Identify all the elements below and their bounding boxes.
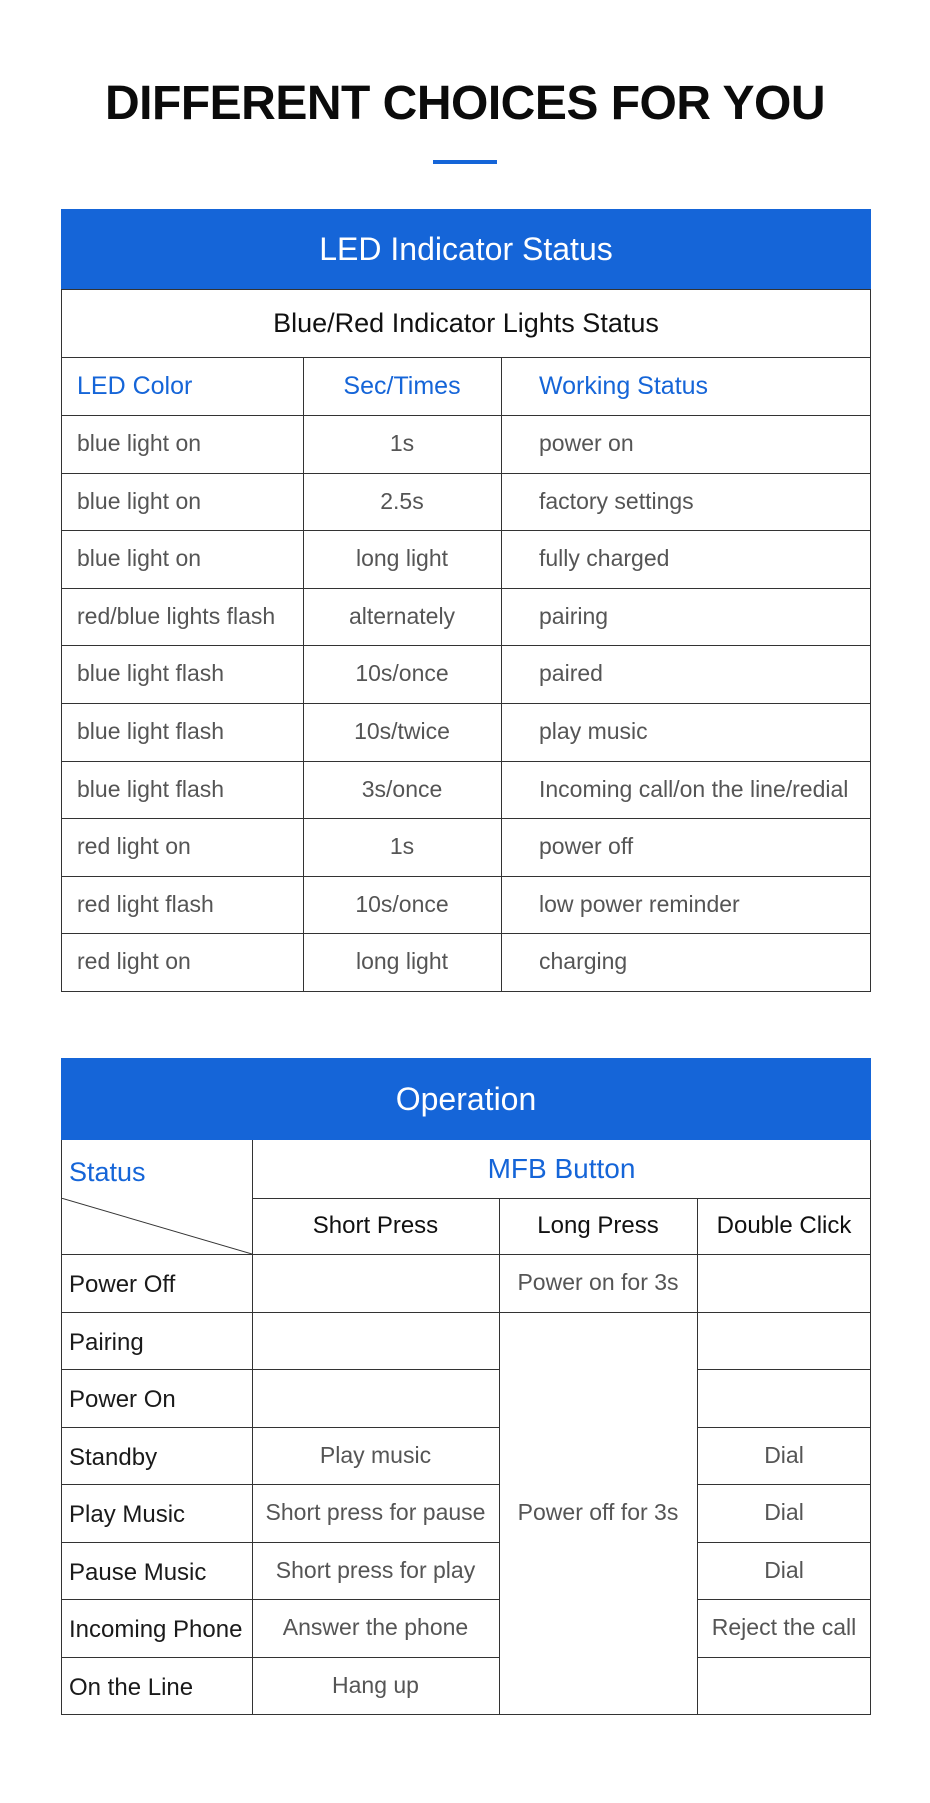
double-click-cell [697,1369,871,1427]
led-table-cell: 1s [389,833,415,860]
grid-line [61,876,871,877]
grid-line [61,1542,499,1543]
grid-line [697,1484,871,1485]
grid-line [61,415,871,416]
double-click-cell: Dial [764,1441,804,1468]
led-table-cell: 3s/once [361,775,443,802]
led-table-cell: fully charged [539,545,670,572]
led-table-cell: alternately [348,602,456,629]
led-table-cell: factory settings [539,487,694,514]
short-press-cell: Play music [319,1441,432,1468]
led-table-cell: long light [355,948,449,975]
grid-line [61,761,871,762]
led-table-title: LED Indicator Status [61,209,871,289]
grid-line [61,818,871,819]
led-table-cell: blue light flash [77,660,225,687]
status-cell: On the Line [69,1673,194,1701]
grid-line [61,1369,499,1370]
double-click-cell: Reject the call [711,1614,857,1640]
grid-line [252,1198,871,1199]
led-header-cell: Working Status [539,372,709,400]
operation-table [61,1058,871,1714]
led-table-cell: red light on [77,833,191,860]
led-table-cell: 1s [389,430,415,456]
led-table-cell: blue light on [77,430,202,456]
grid-line [697,1599,871,1600]
grid-line [697,1198,698,1714]
led-table-cell: power on [539,430,634,456]
short-press-cell: Hang up [332,1671,419,1698]
title-underline [433,160,497,164]
led-table-cell: blue light on [77,487,202,514]
grid-line [61,357,871,358]
grid-line [61,1657,499,1658]
led-table-cell: low power reminder [539,890,740,917]
led-table-cell: blue light on [77,545,202,572]
double-click-cell [697,1657,871,1715]
led-table-cell: red/blue lights flash [77,602,276,629]
led-table-cell: 2.5s [380,487,424,514]
short-press-cell [252,1369,499,1427]
grid-line [61,645,871,646]
grid-line [697,1427,871,1428]
led-table-cell: Incoming call/on the line/redial [539,775,849,802]
double-click-cell: Dial [764,1556,804,1583]
short-press-cell [252,1254,499,1312]
double-click-cell [697,1254,871,1312]
page-title: DIFFERENT CHOICES FOR YOU [105,77,825,130]
led-table-cell: red light on [77,948,191,975]
grid-line [61,1312,499,1313]
corner-diagonal-line [61,1198,252,1254]
led-table-cell: 10s/once [355,890,449,917]
led-table-cell: 10s/once [355,660,449,687]
led-table-cell: red light flash [77,890,214,917]
status-cell: Power On [69,1386,176,1413]
led-table-cell: play music [539,718,648,744]
led-table-subtitle: Blue/Red Indicator Lights Status [273,308,659,338]
short-press-cell: Answer the phone [282,1614,469,1640]
long-press-power-off-cell: Power on for 3s [517,1269,679,1295]
grid-line [697,1369,871,1370]
grid-line [303,357,304,991]
grid-line [697,1657,871,1658]
grid-line [61,473,871,474]
status-cell: Pairing [69,1328,144,1356]
status-cell: Pause Music [69,1558,207,1586]
long-press-merged-cell: Power off for 3s [517,1499,679,1526]
led-header-cell: LED Color [77,372,193,400]
led-table-cell: charging [539,948,628,975]
short-press-cell: Short press for play [275,1556,476,1583]
op-column-header: Short Press [312,1212,439,1239]
led-table-cell: blue light flash [77,718,225,744]
grid-line [61,1427,499,1428]
corner-diagonal [61,1198,252,1254]
mfb-button-label: MFB Button [487,1153,636,1184]
grid-line [697,1542,871,1543]
op-column-header: Double Click [716,1212,852,1239]
led-header-cell: Sec/Times [343,372,461,400]
grid-line [697,1714,871,1715]
operation-title: Operation [61,1058,871,1140]
grid-line [61,1254,871,1255]
double-click-cell [697,1312,871,1370]
grid-line [499,1198,500,1714]
led-table-cell: paired [539,660,603,687]
double-click-cell: Dial [764,1499,804,1525]
led-table-cell: pairing [539,602,609,629]
grid-line [61,530,871,531]
status-label: Status [69,1157,146,1187]
status-cell: Play Music [69,1501,186,1528]
short-press-cell [252,1312,499,1370]
led-indicator-table [61,209,871,989]
status-cell: Power Off [69,1271,176,1298]
status-cell: Incoming Phone [69,1616,243,1643]
grid-line [61,289,62,991]
grid-line [499,1714,697,1715]
grid-line [61,991,871,992]
led-table-cell: power off [539,833,634,860]
grid-line [61,1484,499,1485]
grid-line [61,703,871,704]
grid-line [870,289,871,991]
op-column-header: Long Press [537,1212,659,1239]
grid-line [499,1312,697,1313]
led-table-cell: blue light flash [77,775,225,802]
short-press-cell: Short press for pause [265,1499,486,1525]
grid-line [61,1714,499,1715]
led-table-cell: long light [355,545,449,572]
grid-line [61,1599,499,1600]
grid-line [61,588,871,589]
grid-line [61,933,871,934]
grid-line [697,1312,871,1313]
led-table-cell: 10s/twice [354,718,450,744]
grid-line [501,357,502,991]
grid-line [61,289,871,290]
status-cell: Standby [69,1443,158,1471]
